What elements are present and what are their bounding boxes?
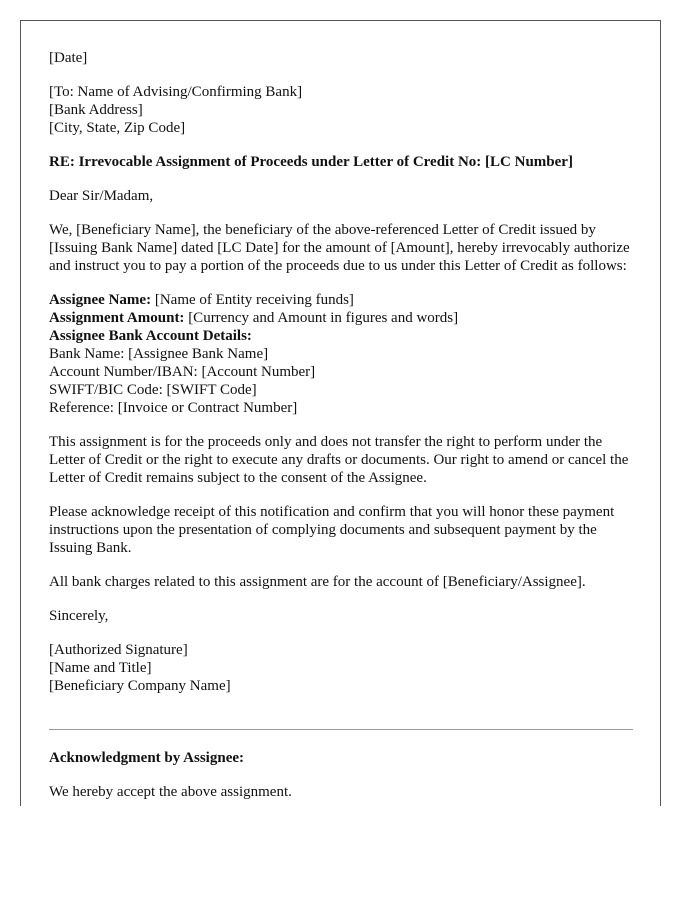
acknowledge-request-paragraph: Please acknowledge receipt of this notification and confirm that you will honor these payment instructions upon the presentation of complying documents and subsequent payment by the Issuing Bank. [49, 504, 615, 556]
assignment-details [49, 291, 639, 417]
acknowledgment-statement: We hereby accept the above assignment. [49, 784, 292, 800]
letter-date: [Date] [49, 50, 88, 66]
intro-paragraph: We, [Beneficiary Name], the beneficiary of the above-referenced Letter of Credit issued by [Issuing Bank Name] dated [LC Date] for the amount of [Amount], hereby irrevocably authorize and instruct you to pay a portion of the proceeds due to us under this Letter of Credit as follows: [49, 222, 630, 274]
assignee-name-value: [Name of Entity receiving funds] [151, 292, 354, 308]
closing [49, 607, 639, 625]
signature-block [49, 641, 639, 695]
assignment-amount-label: Assignment Amount: [49, 310, 185, 326]
authorized-signature: [Authorized Signature] [49, 642, 188, 658]
assignee-name-label: Assignee Name: [49, 292, 152, 308]
letter-body [49, 49, 639, 711]
scope-paragraph: This assignment is for the proceeds only and does not transfer the right to perform under the Letter of Credit or the right to execute any drafts or documents. Our right to amend or cancel the Letter of Credit remains subject to the consent of the Assignee. [49, 434, 629, 486]
assignment-amount-value: [Currency and Amount in figures and words] [184, 310, 459, 326]
assignment-amount-row [49, 309, 639, 327]
beneficiary-company-name: [Beneficiary Company Name] [49, 678, 231, 694]
recipient-city: [City, State, Zip Code] [49, 120, 186, 136]
letter-page [20, 20, 661, 806]
salutation [49, 187, 639, 205]
bank-account-details-label: Assignee Bank Account Details: [49, 328, 252, 344]
bank-name-row: Bank Name: [Assignee Bank Name] [49, 346, 269, 362]
subject-line [49, 153, 639, 171]
date-block [49, 49, 639, 67]
charges-paragraph: All bank charges related to this assignment are for the account of [Beneficiary/Assignee]. [49, 574, 586, 590]
subject-text: RE: Irrevocable Assignment of Proceeds under Letter of Credit No: [LC Number] [49, 154, 573, 170]
recipient-bank-name: [To: Name of Advising/Confirming Bank] [49, 84, 303, 100]
acknowledgment-section [49, 749, 639, 806]
closing-text: Sincerely, [49, 608, 109, 624]
section-divider [49, 729, 633, 730]
recipient-bank-address: [Bank Address] [49, 102, 143, 118]
reference-row: Reference: [Invoice or Contract Number] [49, 400, 298, 416]
acknowledgment-heading: Acknowledgment by Assignee: [49, 750, 245, 766]
assignee-name-row [49, 291, 639, 309]
account-number-row: Account Number/IBAN: [Account Number] [49, 364, 316, 380]
salutation-text: Dear Sir/Madam, [49, 188, 154, 204]
signer-name-title: [Name and Title] [49, 660, 152, 676]
recipient-block [49, 83, 639, 137]
swift-code-row: SWIFT/BIC Code: [SWIFT Code] [49, 382, 257, 398]
